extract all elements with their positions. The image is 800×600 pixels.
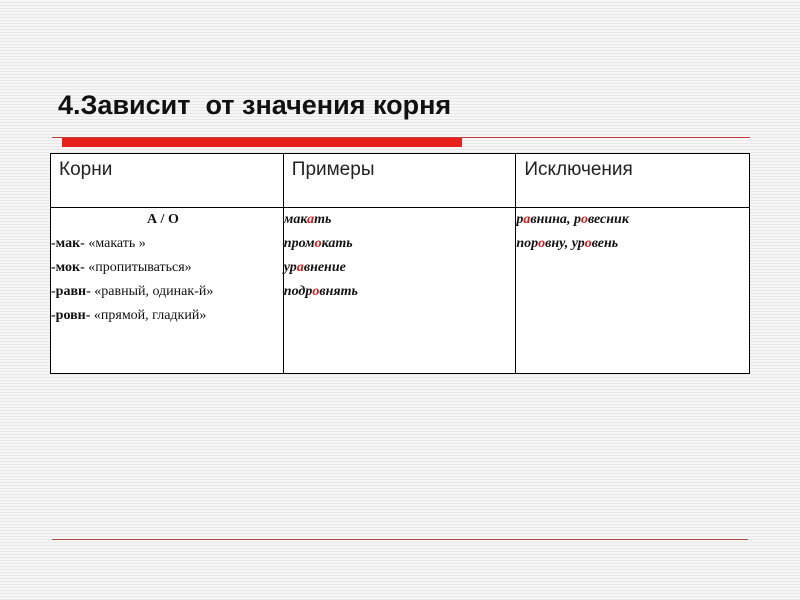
separator: ,	[566, 212, 574, 227]
root-line	[51, 280, 283, 304]
word-part: пор	[516, 236, 539, 251]
vowel-highlight: о	[312, 284, 320, 299]
vowel-highlight: о	[538, 236, 546, 251]
roots-cell	[51, 208, 284, 374]
accent-bar	[62, 138, 462, 147]
root-form: -мак-	[51, 236, 85, 251]
word-part: ть	[314, 212, 332, 227]
example-word	[284, 280, 516, 304]
root-line	[51, 232, 283, 256]
root-meaning: «макать »	[88, 236, 146, 251]
roots-table	[50, 153, 750, 374]
header-exceptions: Исключения	[516, 154, 750, 208]
root-line	[51, 256, 283, 280]
exception-line	[516, 232, 749, 256]
vowel-highlight: о	[580, 212, 588, 227]
vowel-highlight: о	[314, 236, 322, 251]
root-form: -ровн-	[51, 308, 91, 323]
word-part: внение	[303, 260, 346, 275]
word-part: ур	[283, 260, 297, 275]
example-word	[284, 208, 516, 232]
vowel-highlight: а	[296, 260, 304, 275]
word-part: кать	[321, 236, 353, 251]
roots-heading: А / О	[146, 212, 179, 227]
word-part: внина	[530, 212, 567, 227]
separator: ,	[564, 236, 572, 251]
example-word	[284, 256, 516, 280]
example-word	[284, 232, 516, 256]
word-part: вну	[545, 236, 565, 251]
bottom-rule	[52, 539, 748, 540]
vowel-highlight: о	[584, 236, 592, 251]
slide-title: 4.Зависит от значения корня	[58, 90, 452, 120]
header-row	[51, 154, 750, 208]
word-part: подр	[283, 284, 313, 299]
exceptions-cell	[516, 208, 750, 374]
word-part: внять	[319, 284, 358, 299]
word-part: ур	[571, 236, 585, 251]
word-part: р	[516, 212, 524, 227]
root-meaning: «прямой, гладкий»	[93, 308, 207, 323]
root-line	[51, 304, 283, 328]
word-part: мак	[283, 212, 308, 227]
vowel-highlight: а	[523, 212, 531, 227]
root-form: -мок-	[51, 260, 85, 275]
root-meaning: «равный, одинак-й»	[94, 284, 214, 299]
word-part: пром	[283, 236, 315, 251]
examples-cell	[283, 208, 516, 374]
word-part: вень	[591, 236, 619, 251]
word-part: весник	[587, 212, 629, 227]
vowel-highlight: а	[307, 212, 315, 227]
root-meaning: «пропитываться»	[88, 260, 192, 275]
root-form: -равн-	[51, 284, 91, 299]
exception-line	[516, 208, 749, 232]
header-examples: Примеры	[283, 154, 516, 208]
word-part: р	[573, 212, 581, 227]
header-roots: Корни	[51, 154, 284, 208]
body-row	[51, 208, 750, 374]
